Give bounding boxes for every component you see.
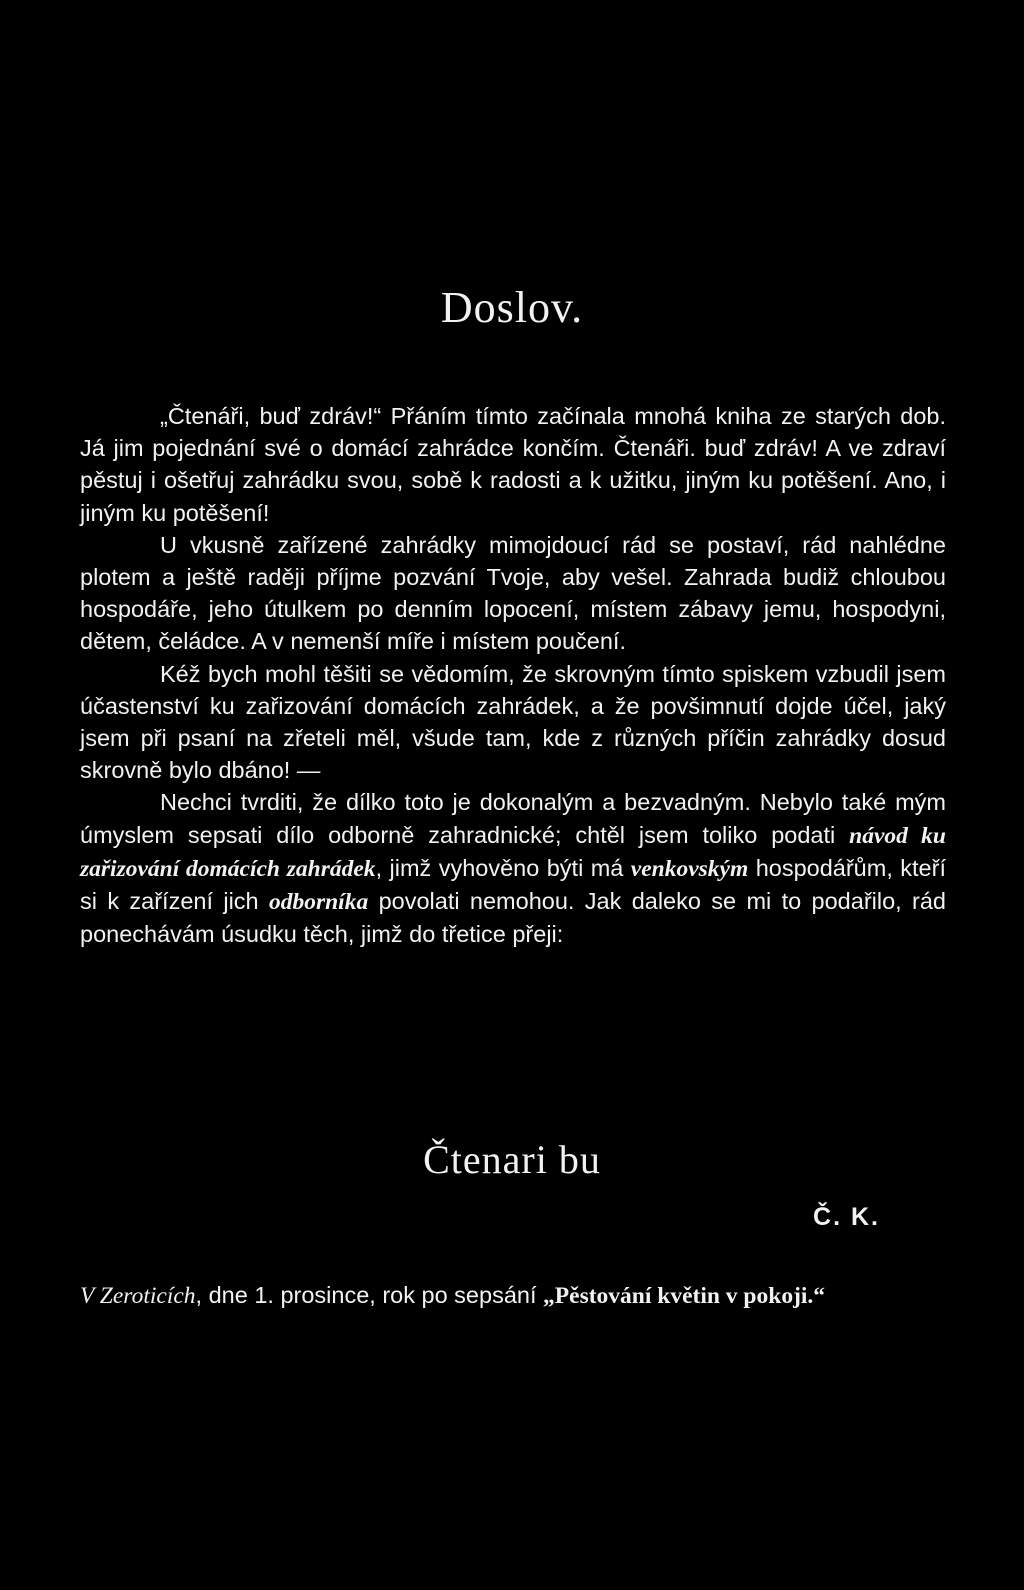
chapter-title: Doslov. [440, 283, 584, 332]
paragraph-greeting: „Čtenáři, buď zdráv!“ Přáním tímto začínala mnohá kniha ze starých dob. Já jim pojednání své o domácí zahrádce končím. Čtenáři. buď zdráv! A ve zdraví pěstuj i ošetřuj zahrádku svou, sobě k radosti a k užitku, jiným ku potěšení. Ano, i jiným ku potěšení! [80, 403, 946, 526]
purpose-emphasis-rural: venkovským [630, 855, 749, 882]
paragraph-purpose [80, 786, 946, 950]
purpose-text-d: povolati nemohou. Jak daleko se mi to podařilo, rád ponechávám úsudku těch, jimž do třetice přeji: [80, 888, 946, 948]
dateline [80, 1278, 946, 1313]
paragraph-garden: U vkusně zařízené zahrádky mimojdoucí rád se postaví, rád nahlédne plotem a ještě raději příjme pozvání Tvoje, aby vešel. Zahrada budiž chloubou hospodáře, jeho útulkem po denním lopocení, místem zábavy jemu, hospodyni, dětem, čeládce. A v nemenší míře i místem poučení. [80, 531, 946, 655]
purpose-text-a: Nechci tvrditi, že dílko toto je dokonalým a bezvadným. Nebylo také mým úmyslem sepsati dílo odborně zahradnické; chtěl jsem toliko podati [80, 789, 946, 848]
purpose-text-b: , jimž vyhověno býti má [375, 854, 631, 881]
afterword-body [80, 400, 946, 950]
paragraph-wish: Kéž bych mohl těšiti se vědomím, že skrovným tímto spiskem vzbudil jsem účastenství ku zařizování domácích zahrádek, a že povšimnutí dojde účel, jaký jsem při psaní na zřeteli měl, všude tam, kde z různých příčin zahrádky dosud skrovně bylo dbáno! — [80, 660, 946, 784]
purpose-emphasis-expert: odborníka [268, 889, 369, 916]
purpose-text-c: hospodářům, kteří si k zařízení jich [80, 854, 946, 915]
dateline-text: , dne 1. prosince, rok po sepsání [195, 1282, 544, 1308]
farewell-heading: Čtenari bu [423, 1137, 601, 1182]
purpose-emphasis-guide: návod ku zařizování domácích zahrádek [80, 822, 946, 882]
author-initials: Č. K. [813, 1203, 880, 1231]
dateline-book-title: „Pěstování květin v pokoji.“ [543, 1283, 826, 1309]
dateline-place: V Zeroticích [80, 1283, 196, 1309]
